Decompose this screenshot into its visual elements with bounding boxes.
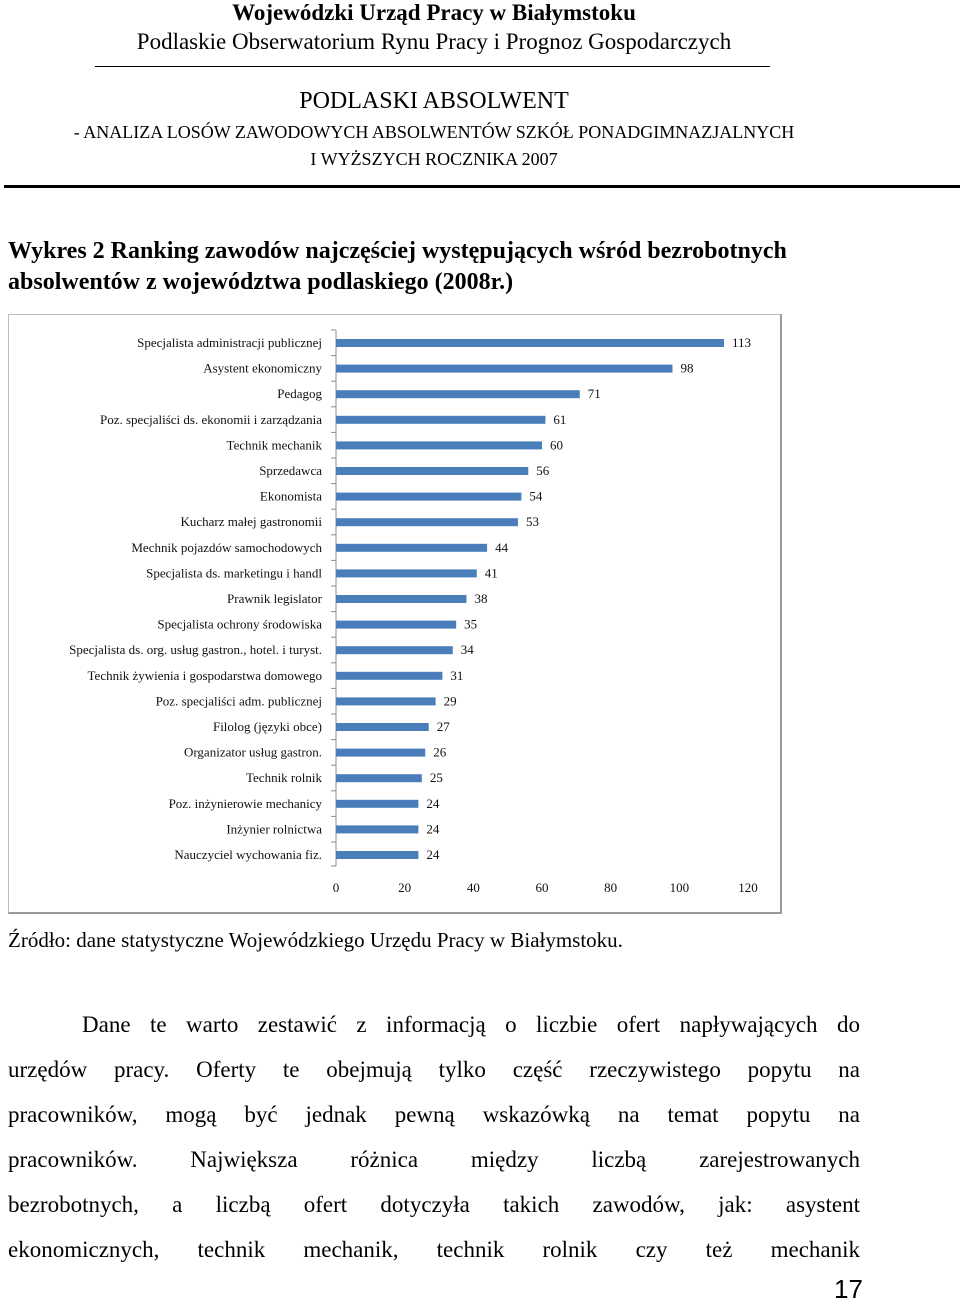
category-label-prawnik-legislator: Prawnik legislator: [227, 591, 322, 606]
project-title: PODLASKI ABSOLWENT: [299, 88, 569, 114]
category-label-ekonomista: Ekonomista: [259, 488, 322, 504]
figure-source: Źródło: dane statystyczne Wojewódzkiego Urzędu Pracy w Białymstoku.: [8, 928, 623, 952]
bar-technik-mechanik: [336, 441, 542, 449]
bar-sprzedawca: [336, 467, 528, 475]
x-tick-label: 100: [669, 880, 690, 895]
x-tick-label: 80: [604, 880, 618, 895]
value-label-asystent-ekonomiczny: 98: [680, 360, 694, 376]
category-label-specjalista-ochrony-srodowiska: Specjalista ochrony środowiska: [157, 616, 322, 632]
paragraph-line-1: Dane te warto zestawić z informacją o liczbie ofert napływających do: [82, 1012, 860, 1037]
bar-prawnik-legislator: [336, 595, 466, 603]
figure-caption-line1: Wykres 2 Ranking zawodów najczęściej występujących wśród bezrobotnych: [8, 238, 787, 264]
value-label-specjalista-administracji-publicznej: 113: [731, 335, 751, 350]
bar-poz-specjalisci-ds-ekonomii-i-zarzadzania: [336, 416, 545, 424]
category-label-pedagog: Pedagog: [277, 386, 322, 402]
category-label-specjalista-ds-marketingu-i-handl: Specjalista ds. marketingu i handl: [146, 565, 322, 581]
paragraph-line-5: bezrobotnych, a liczbą ofert dotyczyła takich zawodów, jak: asystent: [8, 1192, 860, 1217]
x-tick-label: 60: [535, 880, 549, 895]
category-label-technik-rolnik: Technik rolnik: [246, 770, 322, 786]
value-label-mechnik-pojazdow-samochodowych: 44: [495, 539, 509, 555]
paragraph-line-4: pracowników. Największa różnica między liczbą zarejestrowanych: [8, 1147, 860, 1172]
value-label-technik-rolnik: 25: [429, 770, 443, 786]
bar-pedagog: [336, 390, 580, 398]
value-label-inzynier-rolnictwa: 24: [426, 821, 440, 837]
paragraph-line-2: urzędów pracy. Oferty te obejmują tylko część rzeczywistego popytu na: [8, 1057, 860, 1082]
bar-mechnik-pojazdow-samochodowych: [336, 544, 487, 552]
value-label-poz-inzynierowie-mechanicy: 24: [426, 795, 440, 811]
bar-specjalista-administracji-publicznej: [336, 339, 724, 347]
value-label-poz-specjalisci-adm-publicznej: 29: [443, 693, 457, 709]
category-label-organizator-us-ug-gastron: Organizator usług gastron.: [183, 744, 322, 760]
paragraph-line-3: pracowników, mogą być jednak pewną wskazówką na temat popytu na: [8, 1102, 860, 1127]
category-label-specjalista-administracji-publicznej: Specjalista administracji publicznej: [137, 335, 322, 350]
category-label-poz-specjalisci-ds-ekonomii-i-zarzadzania: Poz. specjaliści ds. ekonomii i zarządzania: [99, 411, 322, 427]
category-label-kucharz-ma-ej-gastronomii: Kucharz małej gastronomii: [180, 514, 322, 530]
bar-specjalista-ds-marketingu-i-handl: [336, 569, 477, 577]
value-label-specjalista-ds-marketingu-i-handl: 41: [484, 565, 498, 581]
value-label-kucharz-ma-ej-gastronomii: 53: [525, 514, 539, 530]
observatory-name: Podlaskie Obserwatorium Rynu Pracy i Prognoz Gospodarczych: [136, 29, 732, 54]
bar-specjalista-ochrony-srodowiska: [336, 621, 456, 629]
value-label-technik-zywienia-i-gospodarstwa-domowego: 31: [450, 667, 464, 683]
category-label-technik-zywienia-i-gospodarstwa-domowego: Technik żywienia i gospodarstwa domowego: [87, 667, 322, 683]
bar-asystent-ekonomiczny: [336, 365, 672, 373]
x-tick-label: 40: [466, 880, 480, 895]
institution-name: Wojewódzki Urząd Pracy w Białymstoku: [232, 0, 636, 25]
bar-technik-zywienia-i-gospodarstwa-domowego: [336, 672, 442, 680]
value-label-specjalista-ochrony-srodowiska: 35: [464, 616, 478, 632]
value-label-sprzedawca: 56: [536, 463, 550, 478]
category-label-filolog-jezyki-obce: Filolog (języki obce): [212, 719, 322, 734]
category-label-nauczyciel-wychowania-fiz: Nauczyciel wychowania fiz.: [174, 847, 322, 862]
value-label-prawnik-legislator: 38: [474, 591, 488, 606]
bar-nauczyciel-wychowania-fiz: [336, 851, 418, 859]
bar-specjalista-ds-org-us-ug-gastron-hotel-i-turyst: [336, 646, 453, 654]
value-label-poz-specjalisci-ds-ekonomii-i-zarzadzania: 61: [553, 411, 567, 427]
value-label-nauczyciel-wychowania-fiz: 24: [426, 847, 440, 862]
value-label-organizator-us-ug-gastron: 26: [433, 744, 447, 760]
x-tick-label: 0: [332, 880, 340, 895]
bar-technik-rolnik: [336, 774, 422, 782]
bar-kucharz-ma-ej-gastronomii: [336, 518, 518, 526]
category-label-mechnik-pojazdow-samochodowych: Mechnik pojazdów samochodowych: [131, 539, 322, 555]
bar-poz-inzynierowie-mechanicy: [336, 800, 418, 808]
category-label-sprzedawca: Sprzedawca: [259, 463, 322, 478]
category-label-specjalista-ds-org-us-ug-gastron-hotel-i-turyst: Specjalista ds. org. usług gastron., hotel. i turyst.: [69, 642, 322, 658]
value-label-filolog-jezyki-obce: 27: [436, 719, 450, 734]
x-tick-label: 20: [398, 880, 412, 895]
cohort-subtitle: I WYŻSZYCH ROCZNIKA 2007: [310, 149, 558, 169]
value-label-technik-mechanik: 60: [550, 437, 563, 453]
value-label-ekonomista: 54: [529, 488, 543, 504]
category-label-poz-inzynierowie-mechanicy: Poz. inżynierowie mechanicy: [168, 795, 322, 811]
bar-ekonomista: [336, 493, 521, 501]
paragraph-line-6: ekonomicznych, technik mechanik, technik rolnik czy też mechanik: [8, 1237, 860, 1262]
category-label-inzynier-rolnictwa: Inżynier rolnictwa: [226, 821, 322, 837]
category-label-poz-specjalisci-adm-publicznej: Poz. specjaliści adm. publicznej: [155, 693, 322, 709]
bar-inzynier-rolnictwa: [336, 825, 418, 833]
figure-caption-line2: absolwentów z województwa podlaskiego (2008r.): [8, 269, 514, 295]
category-label-asystent-ekonomiczny: Asystent ekonomiczny: [203, 360, 322, 376]
x-tick-label: 120: [738, 880, 758, 895]
bar-organizator-us-ug-gastron: [336, 749, 425, 757]
page-number: 17: [834, 1274, 863, 1304]
analysis-subtitle: - ANALIZA LOSÓW ZAWODOWYCH ABSOLWENTÓW SZKÓŁ PONADGIMNAZJALNYCH: [73, 122, 795, 142]
bar-filolog-jezyki-obce: [336, 723, 429, 731]
category-label-technik-mechanik: Technik mechanik: [226, 437, 322, 453]
value-label-pedagog: 71: [587, 386, 601, 402]
bar-poz-specjalisci-adm-publicznej: [336, 697, 436, 705]
value-label-specjalista-ds-org-us-ug-gastron-hotel-i-turyst: 34: [460, 642, 474, 658]
